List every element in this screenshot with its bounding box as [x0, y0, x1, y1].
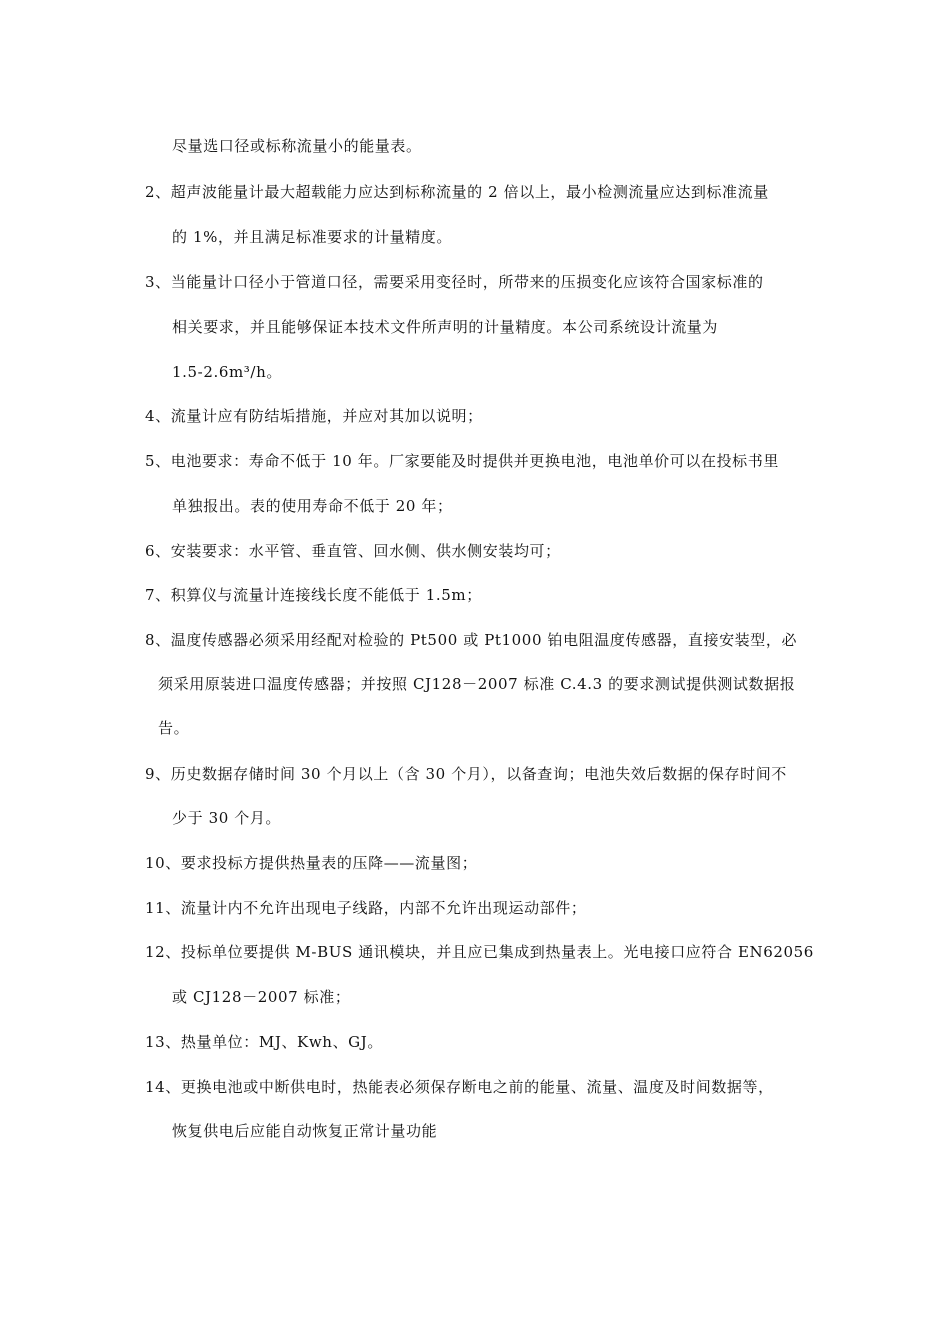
text-line: 8、温度传感器必须采用经配对检验的 Pt500 或 Pt1000 铂电阻温度传感器，直接安装型，必: [145, 631, 798, 649]
text-line: 4、流量计应有防结垢措施，并应对其加以说明；: [145, 407, 483, 425]
text-line: 6、安装要求：水平管、垂直管、回水侧、供水侧安装均可；: [145, 542, 561, 560]
text-line: 的 1%，并且满足标准要求的计量精度。: [172, 228, 452, 246]
text-line: 少于 30 个月。: [172, 809, 282, 827]
text-line: 14、更换电池或中断供电时，热能表必须保存断电之前的能量、流量、温度及时间数据等，: [145, 1078, 774, 1096]
text-line: 尽量选口径或标称流量小的能量表。: [172, 137, 422, 155]
text-line: 7、积算仪与流量计连接线长度不能低于 1.5m；: [145, 586, 482, 604]
text-line: 须采用原装进口温度传感器；并按照 CJ128－2007 标准 C.4.3 的要求测试提供测试数据报: [158, 675, 796, 693]
text-line: 11、流量计内不允许出现电子线路，内部不允许出现运动部件；: [145, 899, 587, 917]
text-line: 10、要求投标方提供热量表的压降——流量图；: [145, 854, 478, 872]
text-line: 或 CJ128－2007 标准；: [172, 988, 351, 1006]
text-line: 5、电池要求：寿命不低于 10 年。厂家要能及时提供并更换电池，电池单价可以在投标书里: [145, 452, 779, 470]
text-line: 1.5-2.6m³/h。: [172, 363, 282, 381]
text-line: 2、超声波能量计最大超载能力应达到标称流量的 2 倍以上，最小检测流量应达到标准流量: [145, 183, 769, 201]
text-line: 单独报出。表的使用寿命不低于 20 年；: [172, 497, 453, 515]
text-line: 13、热量单位：MJ、Kwh、GJ。: [145, 1033, 383, 1051]
text-line: 相关要求，并且能够保证本技术文件所声明的计量精度。本公司系统设计流量为: [172, 318, 719, 336]
text-line: 3、当能量计口径小于管道口径，需要采用变径时，所带来的压损变化应该符合国家标准的: [145, 273, 764, 291]
text-line: 告。: [158, 719, 190, 737]
text-line: 12、投标单位要提供 M-BUS 通讯模块，并且应已集成到热量表上。光电接口应符合 EN62056: [145, 943, 814, 961]
text-line: 恢复供电后应能自动恢复正常计量功能: [172, 1122, 438, 1140]
text-line: 9、历史数据存储时间 30 个月以上（含 30 个月），以备查询；电池失效后数据的保存时间不: [145, 765, 787, 783]
